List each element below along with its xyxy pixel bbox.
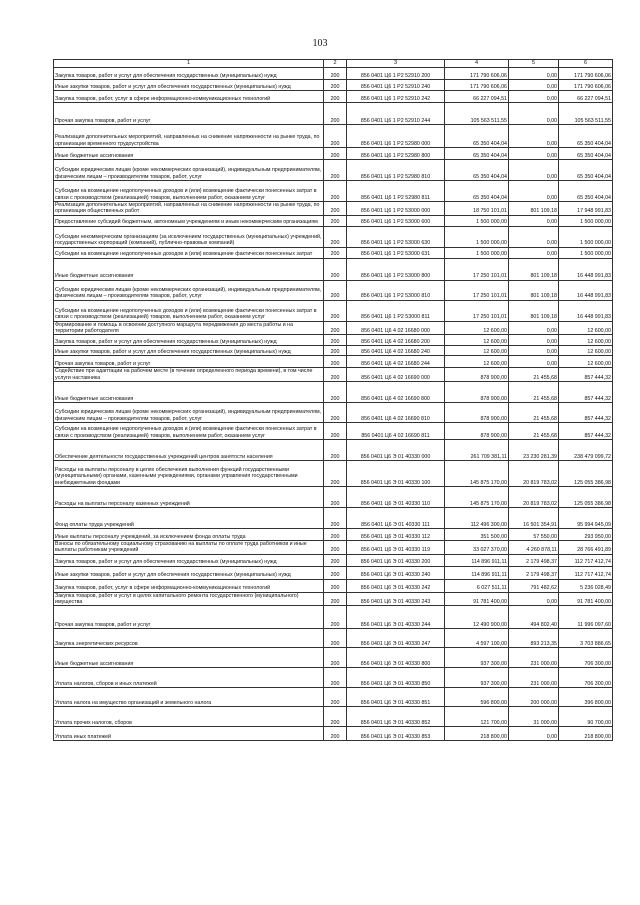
table-row <box>54 668 613 688</box>
row-unexecuted: 293 950,00 <box>559 529 613 541</box>
row-unexecuted: 17 948 991,83 <box>559 202 613 216</box>
row-approved: 114 896 911,11 <box>445 554 509 566</box>
row-unexecuted: 706 300,00 <box>559 668 613 688</box>
row-approved: 4 597 100,00 <box>445 629 509 648</box>
row-unexecuted: 1 500 000,00 <box>559 247 613 258</box>
row-description: Уплата налогов, сборов и иных платежей <box>54 668 324 688</box>
table-row <box>54 529 613 541</box>
row-line-code: 200 <box>324 727 347 741</box>
row-budget-code: 856 0401 Ц6 1 Р2 52980 810 <box>347 160 445 181</box>
table-row <box>54 423 613 440</box>
row-line-code: 200 <box>324 461 347 487</box>
row-line-code: 200 <box>324 554 347 566</box>
row-unexecuted: 65 350 404,04 <box>559 160 613 181</box>
row-line-code: 200 <box>324 566 347 579</box>
row-executed: 893 213,35 <box>509 629 559 648</box>
table-row <box>54 125 613 148</box>
row-description: Прочая закупка товаров, работ и услуг <box>54 356 324 368</box>
row-approved: 878 900,00 <box>445 382 509 403</box>
row-approved: 121 700,00 <box>445 707 509 727</box>
row-executed: 16 501 354,91 <box>509 508 559 529</box>
row-approved: 112 496 300,00 <box>445 508 509 529</box>
row-unexecuted: 95 994 945,09 <box>559 508 613 529</box>
row-approved: 171 790 606,06 <box>445 68 509 80</box>
row-executed: 0,00 <box>509 215 559 226</box>
row-description: Субсидии на возмещение недополученных доходов и (или) возмещение фактически понесенных затрат в связи с производством (реализацией) товаров, выполнением работ, оказанием услуг <box>54 300 324 321</box>
row-description: Субсидии юридическим лицам (кроме некоммерческих организаций), индивидуальным предпринимателям, физическим лицам – производителям товаров, работ, услуг <box>54 403 324 423</box>
row-approved: 114 896 911,11 <box>445 566 509 579</box>
row-unexecuted: 16 448 991,83 <box>559 280 613 300</box>
table-row <box>54 440 613 461</box>
row-description: Закупка товаров, работ и услуг для обеспечения государственных (муниципальных) нужд <box>54 554 324 566</box>
row-executed: 0,00 <box>509 592 559 606</box>
row-unexecuted: 396 800,00 <box>559 688 613 707</box>
row-budget-code: 856 0401 Ц6 4 02 16680 244 <box>347 356 445 368</box>
row-approved: 33 027 370,00 <box>445 541 509 555</box>
row-line-code: 200 <box>324 440 347 461</box>
row-line-code: 200 <box>324 579 347 592</box>
row-executed: 0,00 <box>509 91 559 103</box>
row-budget-code: 856 0401 Ц6 Э 01 40330 110 <box>347 487 445 508</box>
table-row <box>54 226 613 247</box>
row-budget-code: 856 0401 Ц6 Э 01 40330 243 <box>347 592 445 606</box>
row-approved: 105 563 511,55 <box>445 103 509 125</box>
row-unexecuted: 1 500 000,00 <box>559 215 613 226</box>
row-executed: 0,00 <box>509 226 559 247</box>
row-budget-code: 856 0401 Ц6 1 Р2 53000 811 <box>347 300 445 321</box>
row-approved: 12 490 900,00 <box>445 606 509 629</box>
row-line-code: 200 <box>324 382 347 403</box>
row-line-code: 200 <box>324 160 347 181</box>
row-budget-code: 856 0401 Ц6 1 Р2 53000 810 <box>347 280 445 300</box>
row-unexecuted: 65 350 404,04 <box>559 181 613 202</box>
row-executed: 20 819 783,02 <box>509 487 559 508</box>
row-approved: 65 350 404,04 <box>445 125 509 148</box>
row-description: Прочая закупка товаров, работ и услуг <box>54 606 324 629</box>
row-unexecuted: 65 350 404,04 <box>559 125 613 148</box>
row-executed: 200 000,00 <box>509 688 559 707</box>
row-budget-code: 856 0401 Ц6 Э 01 40330 119 <box>347 541 445 555</box>
row-description: Субсидии на возмещение недополученных доходов и (или) возмещение фактически понесенных затрат <box>54 247 324 258</box>
row-description: Субсидии юридическим лицам (кроме некоммерческих организаций), индивидуальным предпринимателям, физическим лицам – производителям товаров, работ, услуг <box>54 160 324 181</box>
row-unexecuted: 171 790 606,06 <box>559 80 613 91</box>
table-row <box>54 727 613 741</box>
row-approved: 171 790 606,06 <box>445 80 509 91</box>
row-approved: 351 500,00 <box>445 529 509 541</box>
row-executed: 0,00 <box>509 321 559 335</box>
row-approved: 878 900,00 <box>445 403 509 423</box>
row-budget-code: 856 0401 Ц6 1 Р2 53000 800 <box>347 258 445 280</box>
row-line-code: 200 <box>324 202 347 216</box>
row-unexecuted: 857 444,32 <box>559 403 613 423</box>
col-header-4: 4 <box>445 60 509 68</box>
row-budget-code: 856 0401 Ц6 4 02 16690 810 <box>347 403 445 423</box>
row-budget-code: 856 0401 Ц6 Э 01 40330 247 <box>347 629 445 648</box>
row-approved: 145 875 170,00 <box>445 487 509 508</box>
row-executed: 801 109,18 <box>509 300 559 321</box>
row-description: Уплата налога на имущество организаций и земельного налога <box>54 688 324 707</box>
row-budget-code: 856 0401 Ц6 1 Р2 53000 600 <box>347 215 445 226</box>
row-description: Иные бюджетные ассигнования <box>54 258 324 280</box>
row-description: Взносы по обязательному социальному страхованию на выплаты по оплате труда работников и иные выплаты работникам учреждений <box>54 541 324 555</box>
col-header-3: 3 <box>347 60 445 68</box>
row-line-code: 200 <box>324 300 347 321</box>
row-description: Иные закупки товаров, работ и услуг для обеспечения государственных (муниципальных) нужд <box>54 566 324 579</box>
row-executed: 801 109,18 <box>509 258 559 280</box>
row-budget-code: 856 0401 Ц6 1 Р2 52910 200 <box>347 68 445 80</box>
row-description: Уплата прочих налогов, сборов <box>54 707 324 727</box>
row-budget-code: 856 0401 Ц6 4 02 16690 800 <box>347 382 445 403</box>
row-budget-code: 856 0401 Ц6 4 02 16690 811 <box>347 423 445 440</box>
table-row <box>54 68 613 80</box>
row-budget-code: 856 0401 Ц6 1 Р2 52910 242 <box>347 91 445 103</box>
row-line-code: 200 <box>324 258 347 280</box>
table-row <box>54 356 613 368</box>
row-description: Субсидии некоммерческим организациям (за исключением государственных (муниципальных) учреждений, государственных корпораций (компаний), публично-правовых компаний) <box>54 226 324 247</box>
row-budget-code: 856 0401 Ц6 1 Р2 52980 000 <box>347 125 445 148</box>
row-unexecuted: 706 300,00 <box>559 648 613 668</box>
row-description: Субсидии юридическим лицам (кроме некоммерческих организаций), индивидуальным предпринимателям, физическим лицам – производителям товаров, работ, услуг <box>54 280 324 300</box>
table-row <box>54 346 613 356</box>
row-line-code: 200 <box>324 181 347 202</box>
row-approved: 12 600,00 <box>445 321 509 335</box>
row-unexecuted: 857 444,32 <box>559 368 613 382</box>
row-line-code: 200 <box>324 356 347 368</box>
row-line-code: 200 <box>324 321 347 335</box>
row-line-code: 200 <box>324 529 347 541</box>
row-description: Закупка товаров, работ и услуг для обеспечения государственных (муниципальных) нужд <box>54 68 324 80</box>
row-line-code: 200 <box>324 280 347 300</box>
table-row <box>54 554 613 566</box>
row-approved: 12 600,00 <box>445 346 509 356</box>
row-executed: 4 260 878,11 <box>509 541 559 555</box>
row-line-code: 200 <box>324 668 347 688</box>
row-executed: 791 482,62 <box>509 579 559 592</box>
row-approved: 878 900,00 <box>445 368 509 382</box>
row-description: Формирование и помощь в освоении доступного маршрута передвижения до места работы и на территории работодателя <box>54 321 324 335</box>
row-description: Фонд оплаты труда учреждений <box>54 508 324 529</box>
row-budget-code: 856 0401 Ц6 4 02 16680 200 <box>347 335 445 346</box>
row-line-code: 200 <box>324 91 347 103</box>
table-row <box>54 91 613 103</box>
row-description: Иные бюджетные ассигнования <box>54 648 324 668</box>
row-budget-code: 856 0401 Ц6 Э 01 40330 111 <box>347 508 445 529</box>
row-description: Иные бюджетные ассигнования <box>54 148 324 160</box>
table-row <box>54 148 613 160</box>
table-row <box>54 368 613 382</box>
row-executed: 0,00 <box>509 80 559 91</box>
row-executed: 2 179 498,37 <box>509 554 559 566</box>
table-row <box>54 592 613 606</box>
row-unexecuted: 91 781 400,00 <box>559 592 613 606</box>
row-unexecuted: 16 448 991,83 <box>559 300 613 321</box>
row-line-code: 200 <box>324 423 347 440</box>
row-line-code: 200 <box>324 80 347 91</box>
row-unexecuted: 112 717 412,74 <box>559 554 613 566</box>
row-unexecuted: 1 500 000,00 <box>559 226 613 247</box>
row-line-code: 200 <box>324 688 347 707</box>
row-budget-code: 856 0401 Ц6 Э 01 40330 800 <box>347 648 445 668</box>
row-executed: 0,00 <box>509 160 559 181</box>
row-budget-code: 856 0401 Ц6 Э 01 40330 200 <box>347 554 445 566</box>
row-line-code: 200 <box>324 335 347 346</box>
row-unexecuted: 238 479 099,72 <box>559 440 613 461</box>
row-budget-code: 856 0401 Ц6 1 Р2 53000 631 <box>347 247 445 258</box>
row-unexecuted: 28 766 491,89 <box>559 541 613 555</box>
row-line-code: 200 <box>324 125 347 148</box>
col-header-1: 1 <box>54 60 324 68</box>
row-unexecuted: 12 600,00 <box>559 346 613 356</box>
row-unexecuted: 65 350 404,04 <box>559 148 613 160</box>
row-executed: 0,00 <box>509 247 559 258</box>
col-header-2: 2 <box>324 60 347 68</box>
row-unexecuted: 857 444,32 <box>559 382 613 403</box>
row-approved: 261 709 381,11 <box>445 440 509 461</box>
row-budget-code: 856 0401 Ц6 4 02 16680 000 <box>347 321 445 335</box>
row-unexecuted: 5 236 028,49 <box>559 579 613 592</box>
row-approved: 12 600,00 <box>445 335 509 346</box>
row-executed: 494 802,40 <box>509 606 559 629</box>
row-unexecuted: 218 800,00 <box>559 727 613 741</box>
row-approved: 65 350 404,04 <box>445 160 509 181</box>
table-row <box>54 280 613 300</box>
row-approved: 66 227 094,51 <box>445 91 509 103</box>
row-line-code: 200 <box>324 103 347 125</box>
row-executed: 21 455,68 <box>509 423 559 440</box>
row-executed: 801 109,18 <box>509 202 559 216</box>
row-description: Закупка товаров, работ, услуг в сфере информационно-коммуникационных технологий <box>54 91 324 103</box>
row-line-code: 200 <box>324 648 347 668</box>
table-row <box>54 181 613 202</box>
row-approved: 18 750 101,01 <box>445 202 509 216</box>
row-description: Уплата иных платежей <box>54 727 324 741</box>
row-description: Иные выплаты персоналу учреждений, за исключением фонда оплаты труда <box>54 529 324 541</box>
table-row <box>54 461 613 487</box>
row-approved: 1 500 000,00 <box>445 247 509 258</box>
table-row <box>54 382 613 403</box>
row-description: Закупка товаров, работ и услуг в целях капитального ремонта государственного (муниципального) имущества <box>54 592 324 606</box>
row-budget-code: 856 0401 Ц6 Э 01 40330 852 <box>347 707 445 727</box>
row-description: Предоставление субсидий бюджетным, автономным учреждениям и иным некоммерческим организациям <box>54 215 324 226</box>
row-executed: 0,00 <box>509 148 559 160</box>
row-executed: 21 455,68 <box>509 382 559 403</box>
row-approved: 17 250 101,01 <box>445 258 509 280</box>
row-description: Расходы на выплаты персоналу в целях обеспечения выполнения функций государственными (муниципальными) органами, казенными учреждениями, органами управления государственными внебюджетными фондами <box>54 461 324 487</box>
col-header-5: 5 <box>509 60 559 68</box>
row-unexecuted: 125 055 386,98 <box>559 461 613 487</box>
row-executed: 23 230 281,39 <box>509 440 559 461</box>
row-budget-code: 856 0401 Ц6 4 02 16680 240 <box>347 346 445 356</box>
row-executed: 0,00 <box>509 181 559 202</box>
row-budget-code: 856 0401 Ц6 1 Р2 52910 244 <box>347 103 445 125</box>
row-line-code: 200 <box>324 226 347 247</box>
row-budget-code: 856 0401 Ц6 1 Р2 52980 811 <box>347 181 445 202</box>
row-description: Прочая закупка товаров, работ и услуг <box>54 103 324 125</box>
table-row <box>54 80 613 91</box>
row-budget-code: 856 0401 Ц6 Э 01 40330 112 <box>347 529 445 541</box>
row-approved: 218 800,00 <box>445 727 509 741</box>
row-description: Закупка энергетических ресурсов <box>54 629 324 648</box>
row-executed: 31 000,00 <box>509 707 559 727</box>
table-row <box>54 321 613 335</box>
table-row <box>54 202 613 216</box>
row-description: Иные закупки товаров, работ и услуг для обеспечения государственных (муниципальных) нужд <box>54 346 324 356</box>
row-unexecuted: 105 563 511,55 <box>559 103 613 125</box>
header-row <box>54 60 613 68</box>
row-approved: 91 781 400,00 <box>445 592 509 606</box>
row-unexecuted: 857 444,32 <box>559 423 613 440</box>
row-executed: 0,00 <box>509 727 559 741</box>
row-description: Иные бюджетные ассигнования <box>54 382 324 403</box>
row-approved: 937 300,00 <box>445 668 509 688</box>
table-row <box>54 215 613 226</box>
table-row <box>54 648 613 668</box>
row-budget-code: 856 0401 Ц6 Э 01 40330 850 <box>347 668 445 688</box>
row-executed: 21 455,68 <box>509 403 559 423</box>
row-executed: 0,00 <box>509 346 559 356</box>
row-executed: 0,00 <box>509 68 559 80</box>
row-unexecuted: 12 600,00 <box>559 321 613 335</box>
table-row <box>54 688 613 707</box>
row-budget-code: 856 0401 Ц6 Э 01 40330 240 <box>347 566 445 579</box>
table-row <box>54 508 613 529</box>
table-row <box>54 335 613 346</box>
row-budget-code: 856 0401 Ц6 1 Р2 52910 240 <box>347 80 445 91</box>
row-unexecuted: 171 790 606,06 <box>559 68 613 80</box>
row-line-code: 200 <box>324 368 347 382</box>
row-executed: 2 179 498,37 <box>509 566 559 579</box>
row-approved: 1 500 000,00 <box>445 226 509 247</box>
row-unexecuted: 11 996 097,60 <box>559 606 613 629</box>
table-row <box>54 541 613 555</box>
row-budget-code: 856 0401 Ц6 Э 01 40330 242 <box>347 579 445 592</box>
row-line-code: 200 <box>324 68 347 80</box>
row-description: Закупка товаров, работ и услуг для обеспечения государственных (муниципальных) нужд <box>54 335 324 346</box>
row-line-code: 200 <box>324 629 347 648</box>
table-row <box>54 629 613 648</box>
row-description: Закупка товаров, работ, услуг в сфере информационно-коммуникационных технологий <box>54 579 324 592</box>
col-header-6: 6 <box>559 60 613 68</box>
row-approved: 17 250 101,01 <box>445 280 509 300</box>
row-executed: 801 109,18 <box>509 280 559 300</box>
table-row <box>54 300 613 321</box>
row-executed: 0,00 <box>509 103 559 125</box>
row-executed: 20 819 783,02 <box>509 461 559 487</box>
row-executed: 231 000,00 <box>509 668 559 688</box>
row-unexecuted: 66 227 094,51 <box>559 91 613 103</box>
row-unexecuted: 12 600,00 <box>559 335 613 346</box>
row-approved: 1 500 000,00 <box>445 215 509 226</box>
row-line-code: 200 <box>324 707 347 727</box>
row-approved: 17 250 101,01 <box>445 300 509 321</box>
table-row <box>54 606 613 629</box>
table-row <box>54 247 613 258</box>
row-line-code: 200 <box>324 606 347 629</box>
row-budget-code: 856 0401 Ц6 Э 01 40330 000 <box>347 440 445 461</box>
row-budget-code: 856 0401 Ц6 1 Р2 53000 630 <box>347 226 445 247</box>
row-budget-code: 856 0401 Ц6 1 Р2 52980 800 <box>347 148 445 160</box>
table-row <box>54 487 613 508</box>
row-budget-code: 856 0401 Ц6 1 Р2 53000 000 <box>347 202 445 216</box>
row-line-code: 200 <box>324 508 347 529</box>
page-number: 103 <box>312 38 328 49</box>
table-row <box>54 160 613 181</box>
table-row <box>54 403 613 423</box>
table-row <box>54 707 613 727</box>
row-approved: 145 875 170,00 <box>445 461 509 487</box>
row-description: Реализация дополнительных мероприятий, направленных на снижение напряженности на рынке труда, по организации временного трудоустройства <box>54 125 324 148</box>
table-row <box>54 579 613 592</box>
row-unexecuted: 90 700,00 <box>559 707 613 727</box>
row-line-code: 200 <box>324 592 347 606</box>
row-unexecuted: 16 448 991,83 <box>559 258 613 280</box>
row-approved: 65 350 404,04 <box>445 148 509 160</box>
row-approved: 596 800,00 <box>445 688 509 707</box>
row-description: Реализация дополнительных мероприятий, направленных на снижение напряженности на рынке труда, по организации общественных работ <box>54 202 324 216</box>
table-body <box>54 68 613 741</box>
row-executed: 0,00 <box>509 335 559 346</box>
row-line-code: 200 <box>324 148 347 160</box>
row-budget-code: 856 0401 Ц6 Э 01 40330 853 <box>347 727 445 741</box>
row-executed: 231 000,00 <box>509 648 559 668</box>
row-line-code: 200 <box>324 541 347 555</box>
row-unexecuted: 12 600,00 <box>559 356 613 368</box>
row-executed: 21 455,68 <box>509 368 559 382</box>
row-line-code: 200 <box>324 247 347 258</box>
row-approved: 65 350 404,04 <box>445 181 509 202</box>
row-approved: 6 027 511,11 <box>445 579 509 592</box>
row-description: Содействие при адаптации на рабочем месте (в течение определенного периода времени), в том числе услуги наставника <box>54 368 324 382</box>
row-unexecuted: 125 055 386,98 <box>559 487 613 508</box>
row-unexecuted: 3 703 886,65 <box>559 629 613 648</box>
table-row <box>54 566 613 579</box>
row-unexecuted: 112 717 412,74 <box>559 566 613 579</box>
row-executed: 57 550,00 <box>509 529 559 541</box>
row-approved: 878 900,00 <box>445 423 509 440</box>
row-budget-code: 856 0401 Ц6 Э 01 40330 244 <box>347 606 445 629</box>
row-approved: 12 600,00 <box>445 356 509 368</box>
row-description: Субсидии на возмещение недополученных доходов и (или) возмещение фактически понесенных затрат в связи с производством (реализацией) товаров, выполнением работ, оказанием услуг <box>54 423 324 440</box>
row-budget-code: 856 0401 Ц6 4 02 16690 000 <box>347 368 445 382</box>
row-executed: 0,00 <box>509 356 559 368</box>
row-budget-code: 856 0401 Ц6 Э 01 40330 100 <box>347 461 445 487</box>
row-executed: 0,00 <box>509 125 559 148</box>
row-budget-code: 856 0401 Ц6 Э 01 40330 851 <box>347 688 445 707</box>
row-approved: 937 300,00 <box>445 648 509 668</box>
row-description: Субсидии на возмещение недополученных доходов и (или) возмещение фактически понесенных затрат в связи с производством (реализацией) товаров, выполнением работ, оказанием услуг <box>54 181 324 202</box>
budget-table <box>53 59 613 741</box>
table-row <box>54 103 613 125</box>
row-description: Иные закупки товаров, работ и услуг для обеспечения государственных (муниципальных) нужд <box>54 80 324 91</box>
table-row <box>54 258 613 280</box>
row-line-code: 200 <box>324 487 347 508</box>
row-description: Расходы на выплаты персоналу казенных учреждений <box>54 487 324 508</box>
row-line-code: 200 <box>324 346 347 356</box>
row-description: Обеспечение деятельности государственных учреждений центров занятости населения <box>54 440 324 461</box>
row-line-code: 200 <box>324 215 347 226</box>
row-line-code: 200 <box>324 403 347 423</box>
